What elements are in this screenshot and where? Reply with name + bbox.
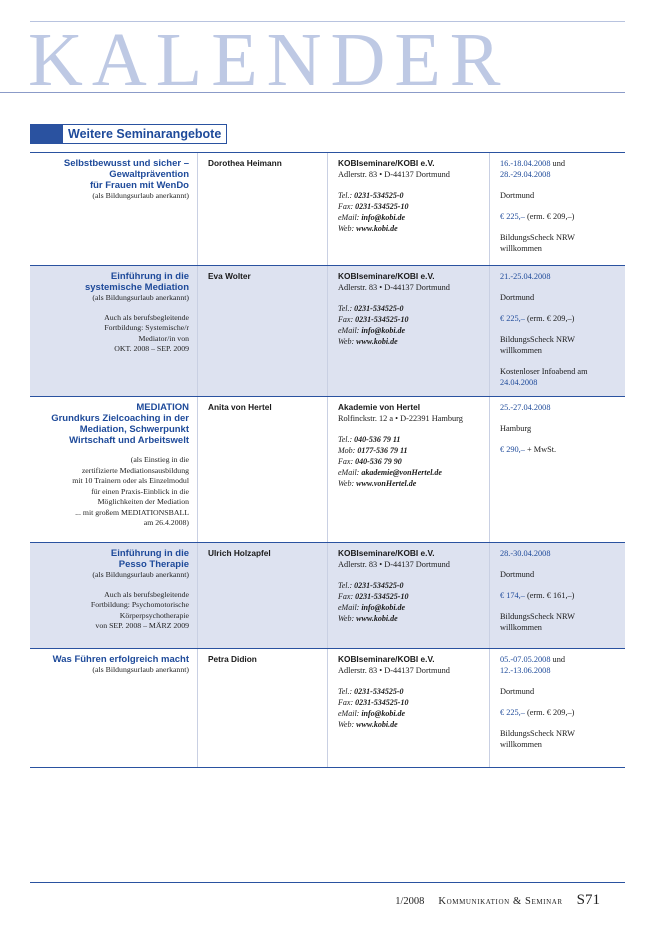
contact-line [338, 223, 481, 234]
event-note: Auch als berufsbegleitende Fortbildung: Systemische/r Mediator/in von OKT. 2008 – SEP. 2009 [104, 312, 189, 353]
contact-label: Fax: [338, 315, 354, 324]
contact-list [338, 686, 481, 730]
schedule-cell [490, 266, 625, 396]
contact-value: 0231-534525-0 [354, 581, 404, 590]
contact-value: 0231-534525-0 [354, 304, 404, 313]
price-extra: + MwSt. [524, 445, 557, 454]
event-title: Was Führen erfolgreich macht [52, 654, 189, 665]
table-row [30, 266, 625, 397]
event-description-cell [30, 543, 198, 648]
contact-line [338, 303, 481, 314]
contact-label: Tel.: [338, 581, 353, 590]
date-line [500, 271, 617, 282]
contact-line [338, 708, 481, 719]
event-location: Dortmund [500, 687, 535, 696]
event-subtitle: (als Bildungsurlaub anerkannt) [92, 570, 189, 579]
organizer-address: Adlerstr. 83 • D-44137 Dortmund [338, 283, 450, 292]
date-line [500, 402, 617, 413]
trainer-name: Eva Wolter [208, 271, 251, 281]
organizer-name: KOBIseminare/KOBI e.V. [338, 654, 435, 664]
contact-label: Tel.: [338, 687, 353, 696]
date-suffix: und [550, 655, 566, 664]
event-date: 28.-30.04.2008 [500, 549, 551, 558]
event-title: MEDIATION Grundkurs Zielcoaching in der Mediation, Schwerpunkt Wirtschaft und Arbeitswelt [51, 402, 189, 446]
event-price: € 290,– [500, 445, 525, 454]
event-date: 16.-18.04.2008 [500, 159, 551, 168]
contact-link[interactable]: akademie@vonHertel.de [361, 468, 442, 477]
organizer-cell [328, 397, 490, 542]
contact-line [338, 697, 481, 708]
organizer-cell [328, 543, 490, 648]
organizer-address: Adlerstr. 83 • D-44137 Dortmund [338, 170, 450, 179]
organizer-cell [328, 266, 490, 396]
event-location: Dortmund [500, 191, 535, 200]
event-price: € 225,– [500, 708, 525, 717]
organizer-cell [328, 649, 490, 767]
organizer-name: KOBIseminare/KOBI e.V. [338, 158, 435, 168]
contact-label: Fax: [338, 457, 354, 466]
contact-link[interactable]: info@kobi.de [361, 709, 406, 718]
trainer-name: Anita von Hertel [208, 402, 272, 412]
footer [395, 892, 600, 909]
contact-line [338, 686, 481, 697]
contact-value: 0231-534525-10 [355, 592, 409, 601]
table-row [30, 649, 625, 768]
contact-label: Web: [338, 337, 355, 346]
funding-note: BildungsScheck NRW willkommen [500, 729, 575, 749]
table-row [30, 397, 625, 543]
contact-line [338, 336, 481, 347]
organizer-name: KOBIseminare/KOBI e.V. [338, 271, 435, 281]
price-line [500, 590, 617, 601]
funding-note: BildungsScheck NRW willkommen [500, 335, 575, 355]
contact-list [338, 580, 481, 624]
price-line [500, 707, 617, 718]
contact-line [338, 613, 481, 624]
contact-value: 0177-536 79 11 [357, 446, 408, 455]
event-subtitle: (als Bildungsurlaub anerkannt) [92, 293, 189, 302]
contact-line [338, 314, 481, 325]
trainer-cell [198, 397, 328, 542]
price-extra: (erm. € 161,–) [524, 591, 575, 600]
contact-label: Tel.: [338, 191, 353, 200]
contact-label: Tel.: [338, 435, 353, 444]
contact-label: eMail: [338, 468, 360, 477]
section-marker [30, 124, 62, 144]
event-subtitle: (als Bildungsurlaub anerkannt) [92, 665, 189, 674]
info-evening-date: 24.04.2008 [500, 378, 538, 387]
price-extra: (erm. € 209,–) [524, 708, 575, 717]
trainer-name: Petra Didion [208, 654, 257, 664]
contact-label: eMail: [338, 709, 360, 718]
event-location: Hamburg [500, 424, 532, 433]
organizer-cell [328, 153, 490, 265]
contact-label: Web: [338, 614, 355, 623]
event-location: Dortmund [500, 570, 535, 579]
contact-link[interactable]: www.kobi.de [356, 720, 398, 729]
event-location: Dortmund [500, 293, 535, 302]
event-subtitle: (als Bildungsurlaub anerkannt) [92, 191, 189, 200]
schedule-cell [490, 153, 625, 265]
contact-list [338, 190, 481, 234]
event-title: Selbstbewusst und sicher – Gewaltprävention für Frauen mit WenDo [63, 158, 189, 191]
table-row [30, 543, 625, 649]
contact-line [338, 719, 481, 730]
contact-value: 0231-534525-10 [355, 202, 409, 211]
contact-link[interactable]: www.kobi.de [356, 337, 398, 346]
trainer-cell [198, 266, 328, 396]
price-line [500, 313, 617, 324]
event-date: 12.-13.06.2008 [500, 666, 551, 675]
event-price: € 225,– [500, 212, 525, 221]
contact-link[interactable]: info@kobi.de [361, 603, 406, 612]
contact-line [338, 456, 481, 467]
schedule-cell [490, 543, 625, 648]
event-date: 28.-29.04.2008 [500, 170, 551, 179]
contact-value: 040-536 79 90 [355, 457, 402, 466]
event-description-cell [30, 649, 198, 767]
event-title: Einführung in die systemische Mediation [84, 271, 189, 293]
event-note: Auch als berufsbegleitende Fortbildung: Psychomotorische Körperpsychotherapie von SEP. 2008 – MÄRZ 2009 [90, 589, 189, 630]
organizer-name: Akademie von Hertel [338, 402, 421, 412]
contact-label: Web: [338, 224, 355, 233]
contact-link[interactable]: info@kobi.de [361, 213, 406, 222]
price-extra: (erm. € 209,–) [524, 314, 575, 323]
contact-list [338, 303, 481, 347]
event-date: 21.-25.04.2008 [500, 272, 551, 281]
info-evening: Kostenloser Infoabend am [500, 367, 588, 376]
price-extra: (erm. € 209,–) [524, 212, 575, 221]
date-suffix: und [550, 159, 566, 168]
contact-link[interactable]: www.kobi.de [356, 224, 398, 233]
funding-note: BildungsScheck NRW willkommen [500, 233, 575, 253]
event-title: Einführung in die Pesso Therapie [110, 548, 189, 570]
event-price: € 174,– [500, 591, 525, 600]
contact-line [338, 190, 481, 201]
organizer-address: Adlerstr. 83 • D-44137 Dortmund [338, 560, 450, 569]
contact-value: 040-536 79 11 [354, 435, 401, 444]
trainer-name: Dorothea Heimann [208, 158, 282, 168]
event-date: 25.-27.04.2008 [500, 403, 551, 412]
contact-label: Tel.: [338, 304, 353, 313]
trainer-name: Ulrich Holzapfel [208, 548, 271, 558]
organizer-address: Rolfinckstr. 12 a • D-22391 Hamburg [338, 414, 463, 423]
date-line [500, 654, 617, 665]
page-title: KALENDER [28, 18, 510, 102]
date-line [500, 548, 617, 559]
contact-line [338, 434, 481, 445]
event-description-cell [30, 153, 198, 265]
date-line [500, 158, 617, 169]
event-description-cell [30, 397, 198, 542]
contact-line [338, 467, 481, 478]
contact-line [338, 602, 481, 613]
trainer-cell [198, 153, 328, 265]
contact-line [338, 201, 481, 212]
contact-value: 0231-534525-10 [355, 698, 409, 707]
contact-label: Web: [338, 479, 355, 488]
title-rule [0, 92, 625, 93]
event-price: € 225,– [500, 314, 525, 323]
contact-line [338, 325, 481, 336]
footer-rule [30, 882, 625, 883]
contact-value: 0231-534525-0 [354, 191, 404, 200]
contact-label: eMail: [338, 213, 360, 222]
funding-note: BildungsScheck NRW willkommen [500, 612, 575, 632]
seminar-table [30, 152, 625, 768]
contact-line [338, 478, 481, 489]
event-description-cell [30, 266, 198, 396]
price-line [500, 211, 617, 222]
contact-link[interactable]: www.kobi.de [356, 614, 398, 623]
section-header [30, 124, 227, 144]
section-title: Weitere Seminarangebote [62, 124, 227, 144]
contact-label: eMail: [338, 326, 360, 335]
contact-label: Fax: [338, 592, 354, 601]
contact-label: Web: [338, 720, 355, 729]
contact-list [338, 434, 481, 489]
contact-label: eMail: [338, 603, 360, 612]
date-line [500, 169, 617, 180]
trainer-cell [198, 543, 328, 648]
organizer-name: KOBIseminare/KOBI e.V. [338, 548, 435, 558]
event-date: 05.-07.05.2008 [500, 655, 551, 664]
contact-link[interactable]: www.vonHertel.de [356, 479, 417, 488]
schedule-cell [490, 397, 625, 542]
contact-line [338, 591, 481, 602]
footer-page-number: S71 [576, 892, 600, 908]
date-line [500, 665, 617, 676]
contact-label: Mob: [338, 446, 356, 455]
event-note: (als Einstieg in die zertifizierte Mediationsausbildung mit 10 Trainern oder als Einzelmodul für einen Praxis-Einblick in die Möglichkeiten der Mediation ... mit großem MEDIATIONSBALL am 26.4.2008) [72, 455, 189, 527]
footer-magazine: Kommunikation & Seminar [438, 896, 563, 907]
contact-value: 0231-534525-0 [354, 687, 404, 696]
contact-label: Fax: [338, 202, 354, 211]
contact-line [338, 445, 481, 456]
contact-line [338, 580, 481, 591]
contact-value: 0231-534525-10 [355, 315, 409, 324]
trainer-cell [198, 649, 328, 767]
schedule-cell [490, 649, 625, 767]
organizer-address: Adlerstr. 83 • D-44137 Dortmund [338, 666, 450, 675]
contact-line [338, 212, 481, 223]
table-row [30, 153, 625, 266]
contact-link[interactable]: info@kobi.de [361, 326, 406, 335]
contact-label: Fax: [338, 698, 354, 707]
footer-issue: 1/2008 [395, 896, 425, 907]
price-line [500, 444, 617, 455]
